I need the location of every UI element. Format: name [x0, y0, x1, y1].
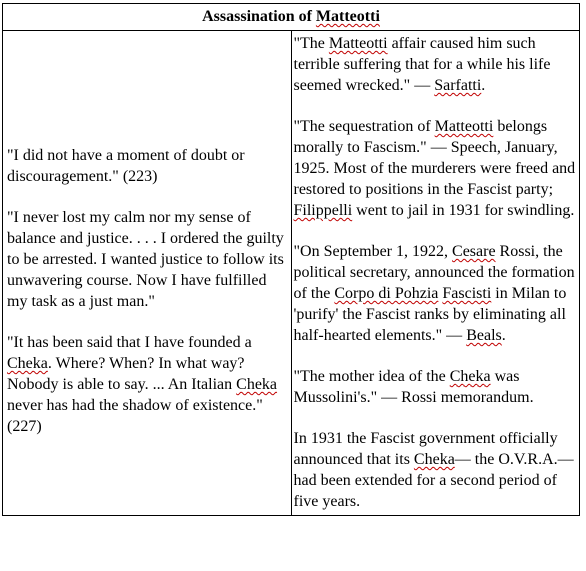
left-quote-3-cheka-2: Cheka: [236, 376, 278, 393]
left-column: [3, 31, 292, 516]
right-quote-5: [294, 428, 578, 512]
left-quote-3: [7, 332, 289, 437]
right-quote-1-text-c: .: [481, 77, 486, 94]
right-quote-5-text-b: — the O.V.R.A.— had been extended for a second period of five years.: [293, 451, 574, 510]
left-quote-3-cheka: Cheka: [7, 355, 48, 372]
right-quote-2-text-a: "The sequestration of: [293, 118, 435, 135]
right-quote-2-matteotti: Matteotti: [434, 118, 494, 135]
right-quote-3-text-d: in Milan to 'purify' the Fascist ranks by eliminating all half-hearted elements." —: [293, 285, 567, 344]
left-quote-3-text-b: . Where? When? In what way? Nobody is able to say. ... An Italian: [7, 355, 245, 393]
right-quote-3-text-e: .: [501, 327, 506, 344]
right-quote-3-text-a: "On September 1, 1922,: [293, 243, 453, 260]
right-quote-1-text-a: "The: [293, 35, 329, 52]
right-quote-3-text-b: Rossi, the political secretary, announced the formation of the: [293, 243, 575, 302]
right-quote-3-corpo: Corpo di Pohzia: [334, 285, 439, 302]
right-quote-1-sarfatti: Sarfatti: [434, 77, 482, 94]
table-title-name: Matteotti: [315, 8, 380, 25]
right-quote-4: [294, 366, 578, 408]
right-quote-2-text-c: went to jail in 1931 for swindling.: [352, 202, 575, 219]
right-quote-2: [294, 116, 578, 221]
right-quote-1-text-b: affair caused him such terrible suffering that for a while his life seemed wrecked." —: [293, 35, 551, 94]
right-quote-3-fascisti: Fascisti: [442, 285, 492, 302]
content-row: [3, 31, 580, 516]
left-quote-2: "I never lost my calm nor my sense of balance and justice. . . . I ordered the guilty to be arrested. I wanted justice to follow its unwavering course. Now I have fulfilled my task as a just man.": [7, 209, 284, 310]
right-quote-4-text-a: "The mother idea of the: [293, 368, 450, 385]
right-quote-3: [294, 241, 578, 346]
table-title: [3, 4, 580, 31]
left-quote-3-text-c: never has had the shadow of existence." (227): [7, 397, 263, 435]
right-quote-5-cheka: Cheka: [413, 451, 455, 468]
right-quote-2-filippelli: Filippelli: [293, 202, 353, 219]
right-quote-3-beals: Beals: [466, 327, 502, 344]
right-quote-1-matteotti: Matteotti: [328, 35, 388, 52]
right-quote-4-text-b: was Mussolini's." — Rossi memorandum.: [293, 368, 534, 406]
right-quote-4-cheka: Cheka: [449, 368, 491, 385]
table-title-prefix: Assassination of: [202, 8, 316, 25]
right-quote-1: [294, 33, 578, 96]
right-quote-2-text-b: belongs morally to Fascism." — Speech, January, 1925. Most of the murderers were freed and restored to positions in the Fascist party;: [293, 118, 576, 198]
right-quote-5-text-a: In 1931 the Fascist government officially announced that its: [293, 430, 558, 468]
left-quote-3-text-a: "It has been said that I have founded a: [7, 334, 252, 351]
right-column: [291, 31, 580, 516]
right-quote-3-cesare: Cesare: [452, 243, 496, 260]
left-quote-1: "I did not have a moment of doubt or discouragement." (223): [7, 147, 245, 185]
title-row: [3, 4, 580, 31]
document-table: [2, 3, 580, 516]
